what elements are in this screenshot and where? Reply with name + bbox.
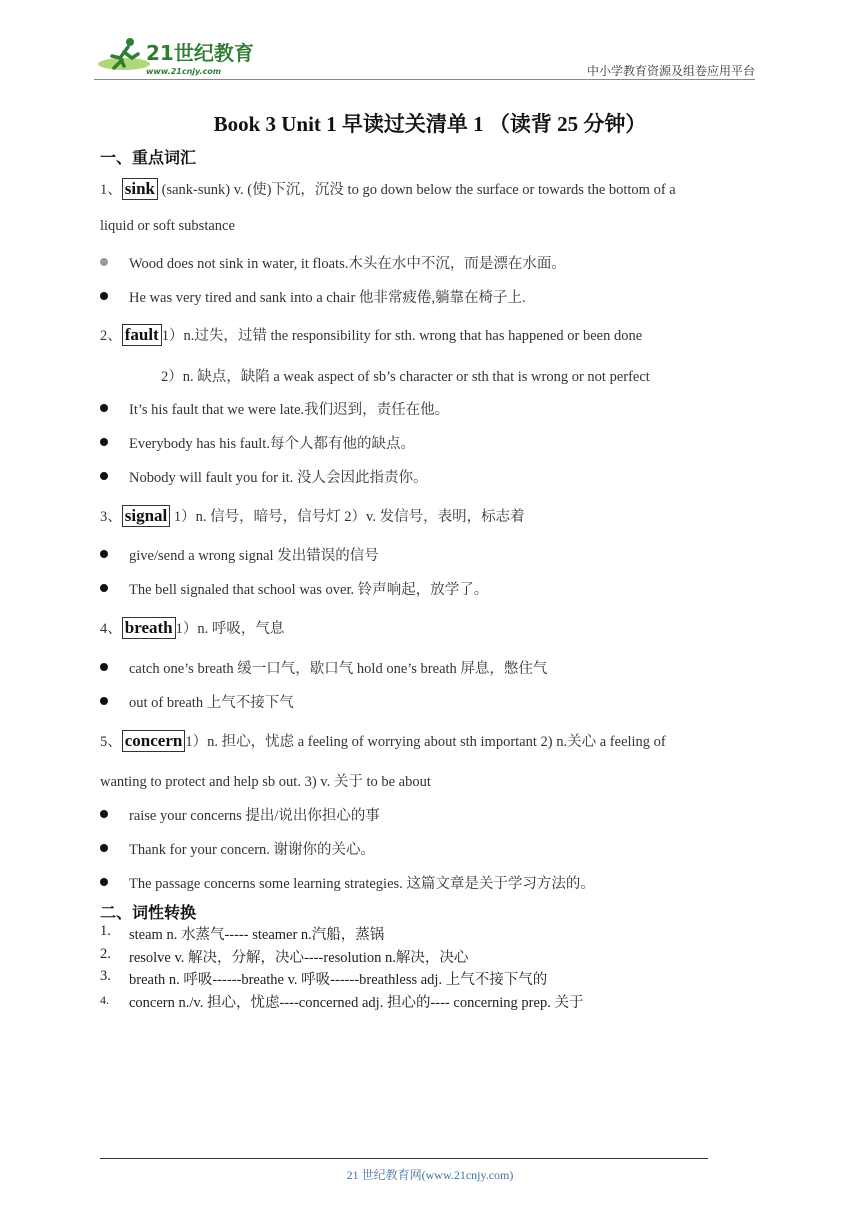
entry-definition-2: 2）n. 缺点，缺陷 a weak aspect of sb’s character or sth that is wrong or not perfect — [161, 369, 650, 385]
page-title: Book 3 Unit 1 早读过关清单 1 （读背 25 分钟） — [213, 112, 647, 136]
entry-number: 2、 — [100, 328, 122, 344]
logo-text: 21世纪教育 — [146, 41, 254, 65]
entry-definition-cont: liquid or soft substance — [100, 218, 235, 234]
list-number: 1. — [100, 923, 111, 939]
bullet-icon — [100, 810, 108, 818]
keyword-box: signal — [122, 505, 171, 527]
entry-number: 1、 — [100, 182, 122, 198]
bullet-icon — [100, 550, 108, 558]
list-number: 4. — [100, 993, 109, 1007]
site-logo — [94, 34, 264, 80]
bullet-icon — [100, 438, 108, 446]
entry-number: 3、 — [100, 509, 122, 525]
entry-definition: 1）n. 呼吸，气息 — [175, 621, 285, 637]
entry-sink — [100, 178, 676, 200]
section-heading-conversion: 二、词性转换 — [100, 903, 197, 922]
example-sentence: The passage concerns some learning strategies. 这篇文章是关于学习方法的。 — [129, 876, 595, 892]
keyword-box: breath — [122, 617, 176, 639]
section-heading-vocab: 一、重点词汇 — [100, 148, 197, 167]
example-sentence: Thank for your concern. 谢谢你的关心。 — [129, 842, 376, 858]
entry-definition: 1）n. 担心，忧虑 a feeling of worrying about sth important 2) n.关心 a feeling of — [185, 734, 666, 750]
logo-url: www.21cnjy.com — [146, 67, 222, 76]
footer-divider — [100, 1158, 708, 1159]
entry-signal — [100, 505, 525, 527]
list-number: 3. — [100, 968, 111, 984]
bullet-icon — [100, 404, 108, 412]
bullet-icon — [100, 844, 108, 852]
keyword-box: concern — [122, 730, 186, 752]
entry-fault — [100, 324, 642, 346]
entry-definition-cont: wanting to protect and help sb out. 3) v. 关于 to be about — [100, 774, 431, 790]
header-divider — [94, 79, 755, 80]
example-sentence: out of breath 上气不接下气 — [129, 695, 294, 711]
conversion-item: resolve v. 解决，分解，决心----resolution n.解决，决心 — [129, 950, 469, 966]
example-sentence: Everybody has his fault.每个人都有他的缺点。 — [129, 436, 415, 452]
example-sentence: give/send a wrong signal 发出错误的信号 — [129, 548, 379, 564]
entry-breath — [100, 617, 284, 639]
bullet-icon — [100, 472, 108, 480]
entry-concern — [100, 730, 666, 752]
platform-label: 中小学教育资源及组卷应用平台 — [586, 64, 755, 78]
entry-definition: 1）n. 信号，暗号，信号灯 2）v. 发信号，表明，标志着 — [170, 509, 525, 525]
entry-number: 4、 — [100, 621, 122, 637]
example-sentence: He was very tired and sank into a chair 他非常疲倦,躺靠在椅子上. — [129, 290, 526, 306]
bullet-icon — [100, 878, 108, 886]
conversion-item: breath n. 呼吸------breathe v. 呼吸------breathless adj. 上气不接下气的 — [129, 972, 548, 988]
footer-link[interactable]: 21 世纪教育网(www.21cnjy.com) — [346, 1168, 514, 1182]
entry-number: 5、 — [100, 734, 122, 750]
bullet-icon — [100, 292, 108, 300]
bullet-icon — [100, 584, 108, 592]
example-sentence: Nobody will fault you for it. 没人会因此指责你。 — [129, 470, 428, 486]
bullet-icon — [100, 663, 108, 671]
bullet-icon — [100, 258, 108, 266]
example-sentence: raise your concerns 提出/说出你担心的事 — [129, 808, 380, 824]
bullet-icon — [100, 697, 108, 705]
example-sentence: Wood does not sink in water, it floats.木头在水中不沉，而是漂在水面。 — [129, 256, 566, 272]
keyword-box: fault — [122, 324, 162, 346]
entry-definition: (sank-sunk) v. (使)下沉，沉没 to go down below the surface or towards the bottom of a — [158, 182, 676, 198]
example-sentence: catch one’s breath 缓一口气，歇口气 hold one’s breath 屏息，憋住气 — [129, 661, 548, 677]
entry-definition: 1）n.过失，过错 the responsibility for sth. wrong that has happened or been done — [161, 328, 643, 344]
conversion-item: concern n./v. 担心，忧虑----concerned adj. 担心的---- concerning prep. 关于 — [129, 995, 584, 1011]
example-sentence: The bell signaled that school was over. 铃声响起，放学了。 — [129, 582, 489, 598]
keyword-box: sink — [122, 178, 158, 200]
list-number: 2. — [100, 946, 111, 962]
conversion-item: steam n. 水蒸气----- steamer n.汽船，蒸锅 — [129, 927, 385, 943]
example-sentence: It’s his fault that we were late.我们迟到，责任在他。 — [129, 402, 450, 418]
